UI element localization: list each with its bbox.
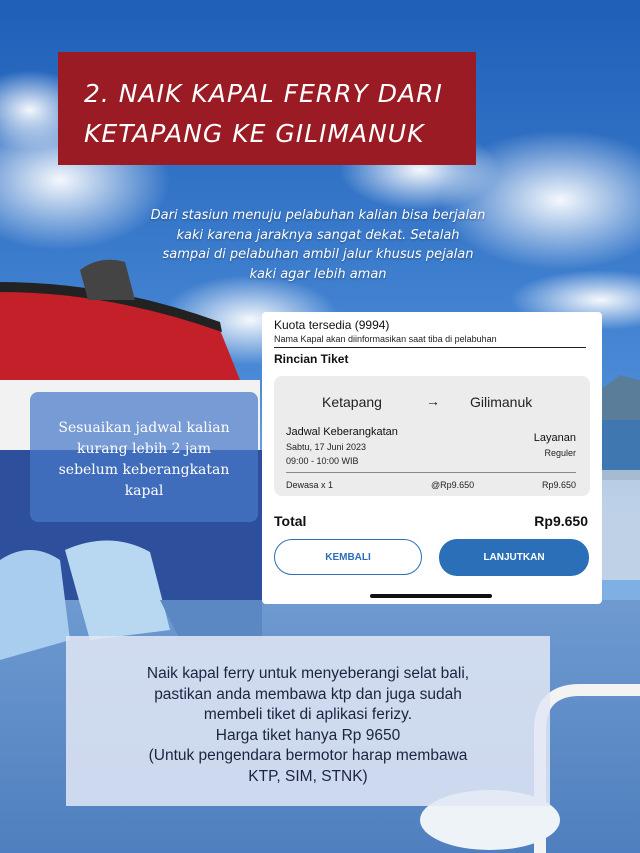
passenger-count: Dewasa x 1 [286,480,334,490]
schedule-tip-box [30,392,258,522]
divider [286,472,576,473]
title-line-2: KETAPANG KE GILIMANUK [84,119,425,148]
ship-name-note: Nama Kapal akan diinformasikan saat tiba di pelabuhan [274,334,497,344]
origin-port: Ketapang [322,394,382,410]
intro-line: Dari stasiun menuju pelabuhan kalian bisa berjalan [150,208,486,223]
departure-date: Sabtu, 17 Juni 2023 [286,442,367,452]
ferry-info-box [66,636,550,806]
service-label: Layanan [533,432,576,444]
tip-line: kurang lebih 2 jam [77,441,211,457]
info-line: KTP, SIM, STNK) [248,767,368,785]
intro-text [108,206,528,284]
divider [274,347,586,348]
subtotal-price: Rp9.650 [541,480,576,490]
intro-line: kaki karena jaraknya sangat dekat. Setalah [176,227,460,243]
departure-time: 09:00 - 10:00 WIB [286,456,359,466]
tip-line: sebelum keberangkatan [58,462,230,478]
continue-button[interactable]: LANJUTKAN [439,539,589,576]
info-line: Naik kapal ferry untuk menyeberangi selat bali, [146,665,470,682]
quota-text: Kuota tersedia (9994) [274,318,390,332]
tip-line: kapal [124,483,164,499]
unit-price: @Rp9.650 [431,480,475,490]
total-label: Total [274,513,307,529]
info-line: membeli tiket di aplikasi ferizy. [203,706,413,723]
title-banner [58,52,476,165]
ticket-screenshot-card [262,312,602,604]
info-line: (Untuk pengendara bermotor harap membawa [148,747,468,764]
intro-line: kaki agar lebih aman [249,266,387,282]
arrow-right-icon: → [426,393,440,409]
service-value: Reguler [544,448,576,458]
back-button[interactable]: KEMBALI [274,539,422,575]
schedule-label: Jadwal Keberangkatan [286,426,398,438]
ticket-details-panel [274,376,590,496]
title-line-1: 2. NAIK KAPAL FERRY DARI [84,79,443,108]
section-title: Rincian Tiket [274,352,349,366]
info-line: pastikan anda membawa ktp dan juga sudah [154,685,462,703]
tip-line: Sesuaikan jadwal kalian [58,420,230,436]
destination-port: Gilimanuk [470,394,533,410]
intro-line: sampai di pelabuhan ambil jalur khusus pejalan [162,247,474,262]
info-line: Harga tiket hanya Rp 9650 [215,726,401,744]
total-value: Rp9.650 [534,513,588,529]
home-indicator [370,594,492,598]
